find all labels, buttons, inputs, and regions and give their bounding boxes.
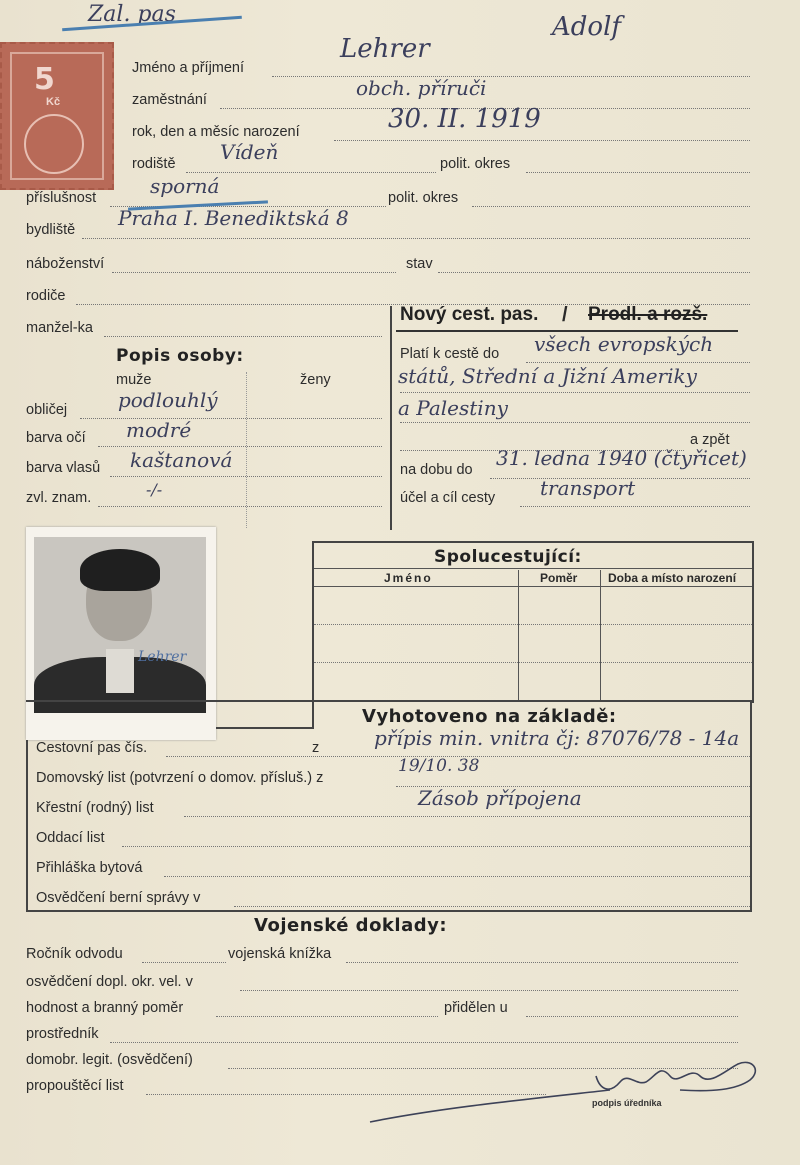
valid-line-3 (400, 422, 750, 423)
male-label: muže (116, 372, 152, 388)
religion-line (112, 272, 396, 273)
issued-box-left (26, 740, 28, 910)
purpose-line (520, 506, 750, 507)
military-cert-label: osvědčení dopl. okr. vel. v (26, 974, 193, 990)
face-label: obličej (26, 402, 68, 418)
hair-value: kaštanová (130, 448, 233, 472)
citizenship-label: příslušnost (26, 190, 97, 206)
status-line (438, 272, 750, 273)
military-rank-line (216, 1016, 438, 1017)
citizenship-value: sporná (150, 174, 220, 198)
extension-label: Prodl. a rozš. (588, 304, 708, 325)
name-line (272, 76, 750, 77)
top-note: Zal. pas (88, 2, 176, 27)
occupation-label: zaměstnání (132, 92, 207, 108)
birthplace-line (186, 172, 436, 173)
issued-passport-label: Cestovní pas čís. (36, 740, 148, 756)
official-signature (360, 1046, 770, 1130)
military-release-label: propouštěcí list (26, 1078, 124, 1094)
description-divider (246, 372, 247, 528)
issued-tax-line (234, 906, 750, 907)
issued-domicile-label: Domovský list (potvrzení o domov. přísluš.) z (36, 770, 324, 786)
issued-baptism-label: Křestní (rodný) list (36, 800, 154, 816)
new-passport-label: Nový cest. pas. (400, 304, 539, 325)
occupation-value: obch. příruči (356, 76, 487, 100)
birthplace-label: rodiště (132, 156, 176, 172)
issued-marriage-label: Oddací list (36, 830, 105, 846)
military-intermediary-line (110, 1042, 738, 1043)
companions-col-birth: Doba a místo narození (608, 571, 737, 585)
first-name-value: Adolf (552, 12, 622, 42)
military-rank-label: hodnost a branný poměr (26, 1000, 184, 1016)
military-cert-line (240, 990, 738, 991)
issued-baptism-value: Zásob přípojena (418, 786, 582, 810)
military-assigned-label: přidělen u (444, 1000, 508, 1016)
military-year-label: Ročník odvodu (26, 946, 123, 962)
photo-collar (106, 649, 134, 693)
surname-value: Lehrer (340, 34, 430, 64)
period-label: na dobu do (400, 462, 473, 478)
eyes-value: modré (126, 418, 192, 442)
marks-label: zvl. znam. (26, 490, 92, 506)
issued-baptism-line (184, 816, 750, 817)
parents-label: rodiče (26, 288, 66, 304)
hair-line (110, 476, 382, 477)
valid-value-1: všech evropských (534, 332, 714, 356)
marks-value: -/- (146, 480, 163, 499)
spouse-label: manžel-ka (26, 320, 93, 336)
birth-value: 30. II. 1919 (388, 104, 541, 134)
companions-title: Spolucestující: (434, 547, 582, 567)
valid-label: Platí k cestě do (400, 346, 500, 362)
district-line (526, 172, 750, 173)
hair-label: barva vlasů (26, 460, 101, 476)
stamp-value: 5 (34, 62, 55, 97)
purpose-label: účel a cíl cesty (400, 490, 496, 506)
photo-hair (80, 549, 160, 591)
valid-value-2: států, Střední a Jižní Ameriky (398, 364, 697, 388)
companions-title-rule (314, 568, 752, 569)
name-label: Jméno a příjmení (132, 60, 245, 76)
district2-line (472, 206, 750, 207)
passport-separator: / (562, 304, 568, 326)
revenue-stamp (0, 42, 114, 190)
residence-value: Praha I. Benediktská 8 (118, 206, 349, 230)
return-label: a zpět (690, 432, 730, 448)
issued-domicile-value: 19/10. 38 (398, 756, 480, 776)
issued-box-connector (312, 541, 314, 729)
birth-line (334, 140, 750, 141)
residence-label: bydliště (26, 222, 76, 238)
district-label: polit. okres (440, 156, 511, 172)
spouse-line (104, 336, 382, 337)
companions-col-divider-2 (600, 570, 601, 700)
official-signature-label: podpis úředníka (592, 1098, 662, 1108)
military-assigned-line (526, 1016, 738, 1017)
photo-signature: Lehrer (138, 649, 187, 665)
companions-col-divider-1 (518, 570, 519, 700)
military-legit-label: domobr. legit. (osvědčení) (26, 1052, 193, 1068)
stamp-emblem-icon (24, 114, 84, 174)
companions-col-name: Jméno (384, 571, 433, 585)
birth-label: rok, den a měsíc narození (132, 124, 300, 140)
military-book-label: vojenská knížka (228, 946, 332, 962)
religion-label: náboženství (26, 256, 105, 272)
companions-row-2 (314, 662, 752, 663)
stamp-unit: Kč (46, 96, 61, 108)
description-title: Popis osoby: (116, 346, 244, 366)
companions-col-relation: Poměr (540, 571, 578, 585)
passport-section-divider (390, 306, 392, 530)
military-year-line (142, 962, 226, 963)
issued-box-top-left (216, 727, 314, 729)
issued-title: Vyhotoveno na základě: (362, 706, 617, 727)
issued-passport-value: přípis min. vnitra čj: 87076/78 - 14a (374, 726, 740, 750)
military-book-line (346, 962, 738, 963)
companions-row-1 (314, 624, 752, 625)
companions-header-rule (314, 586, 752, 587)
issued-marriage-line (122, 846, 750, 847)
status-label: stav (406, 256, 433, 272)
purpose-value: transport (540, 476, 636, 500)
applicant-photo (34, 537, 206, 713)
issued-passport-z: z (312, 740, 320, 756)
valid-line-1 (526, 362, 750, 363)
valid-value-3: a Palestiny (398, 396, 508, 420)
district2-label: polit. okres (388, 190, 459, 206)
valid-line-2 (400, 392, 750, 393)
issued-tax-label: Osvědčení berní správy v (36, 890, 201, 906)
marks-line (98, 506, 382, 507)
residence-line (82, 238, 750, 239)
eyes-line (98, 446, 382, 447)
issued-registration-label: Přihláška bytová (36, 860, 143, 876)
period-value: 31. ledna 1940 (čtyřicet) (496, 446, 747, 470)
birthplace-value: Vídeň (220, 140, 279, 164)
issued-registration-line (164, 876, 750, 877)
face-value: podlouhlý (118, 388, 218, 412)
military-intermediary-label: prostředník (26, 1026, 99, 1042)
military-title: Vojenské doklady: (254, 915, 448, 936)
eyes-label: barva očí (26, 430, 86, 446)
female-label: ženy (300, 372, 331, 388)
